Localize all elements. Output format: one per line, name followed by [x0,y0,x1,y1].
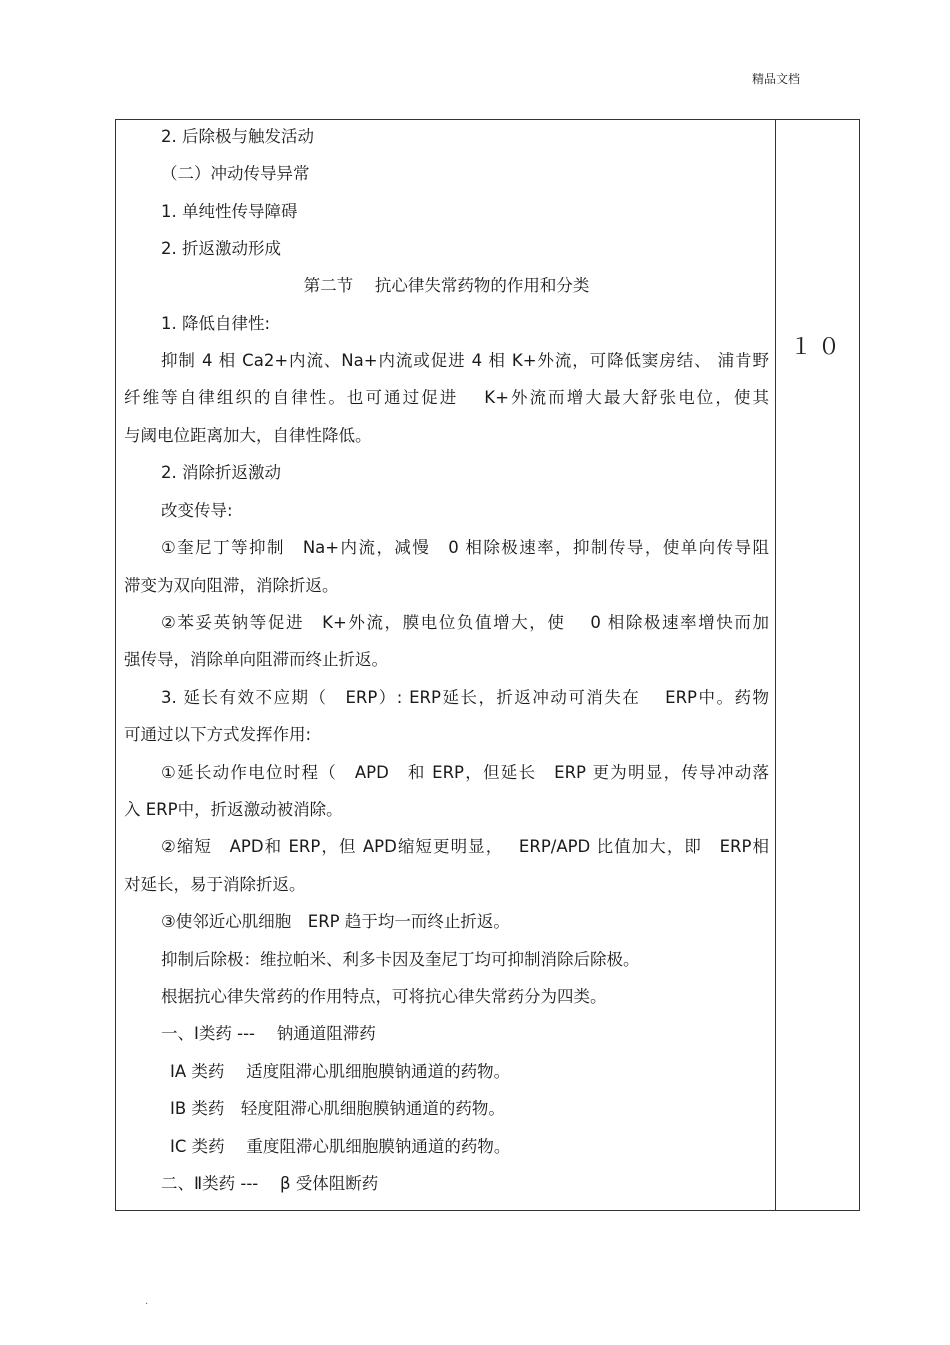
text-line: ⅠA 类药 适度阻滞心肌细胞膜钠通道的药物。 [170,1062,511,1081]
text-line: ①延长动作电位时程（ APD 和 ERP，但延长 ERP 更为明显，传导冲动落 [161,763,769,782]
text-line: ⅠC 类药 重度阻滞心肌细胞膜钠通道的药物。 [170,1137,511,1156]
section-heading: 第二节 抗心律失常药物的作用和分类 [303,276,590,295]
text-line: 1. 单纯性传导障碍 [161,202,298,221]
text-line: 2. 折返激动形成 [161,239,281,258]
text-line: 2. 后除极与触发活动 [161,127,314,146]
footer-mark: . [145,1296,149,1307]
text-line: 对延长，易于消除折返。 [124,875,306,894]
text-line: 二、Ⅱ类药 --- β 受体阻断药 [161,1174,379,1193]
text-line: 一、Ⅰ类药 --- 钠通道阻滞药 [161,1024,376,1043]
text-line: （二）冲动传导异常 [161,164,310,183]
text-line: 入 ERP中，折返激动被消除。 [124,800,343,819]
text-line: 抑制 4 相 Ca2+内流、Na+内流或促进 4 相 K+外流，可降低窦房结、 浦肯野 [161,351,769,370]
text-line: 可通过以下方式发挥作用: [124,725,312,744]
text-line: ②苯妥英钠等促进 K+外流，膜电位负值增大，使 0 相除极速率增快而加 [161,613,769,632]
lesson-table [115,119,860,1211]
text-line: 2. 消除折返激动 [161,463,281,482]
text-line: ②缩短 APD和 ERP，但 APD缩短更明显， ERP/APD 比值加大，即 ERP相 [161,837,769,856]
text-line: 强传导，消除单向阻滞而终止折返。 [124,650,388,669]
text-line: 1. 降低自律性: [161,314,271,333]
header-label: 精品文档 [752,72,801,86]
text-line: 3. 延长有效不应期（ ERP）: ERP延长，折返冲动可消失在 ERP中。药物 [161,688,769,707]
text-line: ③使邻近心肌细胞 ERP 趋于均一而终止折返。 [161,912,510,931]
text-line: 滞变为双向阻滞，消除折返。 [124,576,339,595]
column-divider [775,120,776,1210]
text-line: ⅠB 类药 轻度阻滞心肌细胞膜钠通道的药物。 [170,1099,505,1118]
text-line: 根据抗心律失常药的作用特点，可将抗心律失常药分为四类。 [161,987,607,1006]
text-line: 抑制后除极：维拉帕米、利多卡因及奎尼丁均可抑制消除后除极。 [161,950,640,969]
text-line: 纤维等自律组织的自律性。也可通过促进 K+外流而增大最大舒张电位，使其 [124,388,769,407]
text-line: 改变传导: [161,501,233,520]
side-number-cell: １０ [789,335,846,360]
text-line: ①奎尼丁等抑制 Na+内流，减慢 0 相除极速率，抑制传导，使单向传导阻 [161,538,769,557]
text-line: 与阈电位距离加大，自律性降低。 [124,426,372,445]
